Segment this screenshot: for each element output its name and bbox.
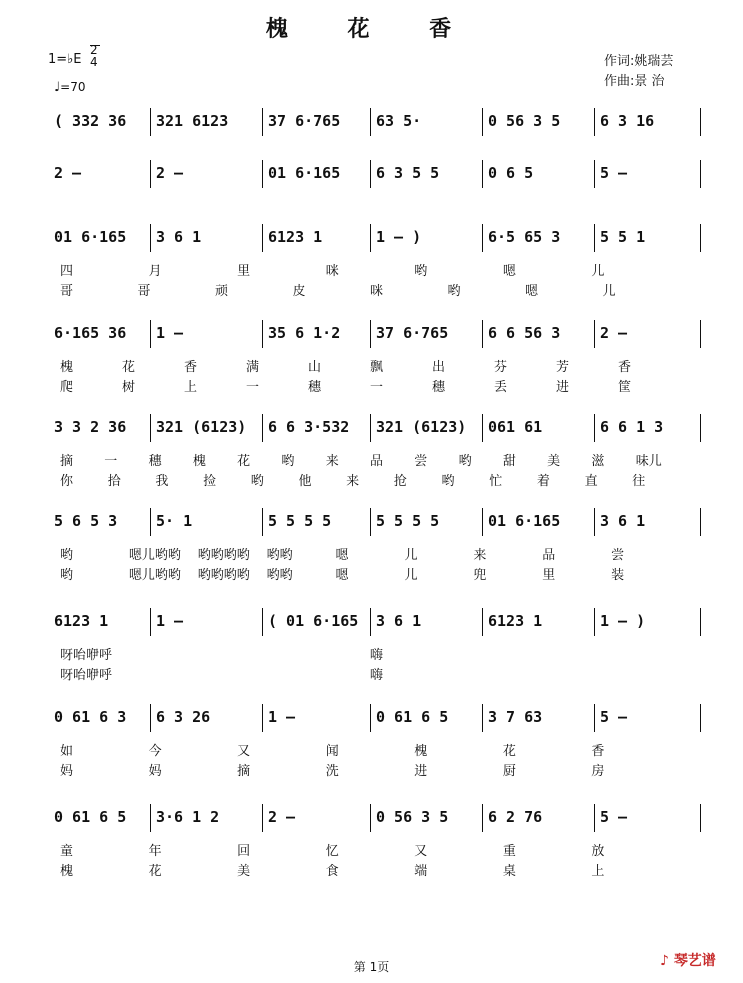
lyric-word: 哥: [137, 284, 151, 299]
song-title: 槐 花 香: [265, 16, 478, 42]
measure: [152, 610, 264, 634]
lyric-word: 哟: [250, 474, 264, 489]
lyric-word: 直: [584, 474, 598, 489]
measure: [372, 610, 484, 634]
lyric-word: 食: [325, 864, 339, 879]
measure-notes: 061 61: [488, 418, 543, 436]
measure-notes: 6 6 1 3: [600, 418, 664, 436]
measure: [264, 110, 372, 134]
lyric-word: 穗: [148, 454, 162, 469]
lyric-word: 花: [148, 864, 162, 879]
measure: [50, 162, 152, 186]
lyric-word: 抢: [393, 474, 407, 489]
barline: [594, 508, 595, 536]
measure: [484, 706, 596, 730]
barline: [150, 704, 151, 732]
notation-row: [0, 110, 743, 134]
measure-notes: 0 6 5: [488, 164, 534, 182]
barline: [370, 414, 371, 442]
lyric-word: 呀咍咿呼: [60, 668, 113, 683]
credits: [604, 52, 673, 92]
barline: [700, 160, 701, 188]
lyric-word: 品: [542, 548, 556, 563]
measure: [152, 510, 264, 534]
lyric-word: 年: [148, 844, 162, 859]
barline: [370, 320, 371, 348]
measure-notes: 3 6 1: [376, 612, 422, 630]
lyric-word: 哟哟: [266, 568, 293, 583]
measure-notes: 1 – ): [600, 612, 646, 630]
measure-notes: 2 –: [268, 808, 296, 826]
notation-row: [0, 226, 743, 250]
barline: [594, 224, 595, 252]
lyric-word: 进: [556, 380, 570, 395]
lyric-word: 桌: [502, 864, 516, 879]
barline: [150, 224, 151, 252]
measure-notes: 6 3 26: [156, 708, 211, 726]
site-logo: ♪ 琴艺谱: [660, 953, 716, 969]
lyric-word: 重: [502, 844, 516, 859]
measure: [152, 806, 264, 830]
lyric-word: 来: [346, 474, 360, 489]
measure-notes: 3 7 63: [488, 708, 543, 726]
barline: [700, 320, 701, 348]
barline: [700, 108, 701, 136]
lyric-word: 妈: [148, 764, 162, 779]
lyric-word: 放: [591, 844, 605, 859]
lyric-word: 厨: [502, 764, 516, 779]
lyric-word: 里: [542, 568, 556, 583]
measure: [596, 226, 702, 250]
barline: [482, 414, 483, 442]
lyric-word: 进: [414, 764, 428, 779]
measure: [152, 322, 264, 346]
barline: [262, 804, 263, 832]
barline: [594, 704, 595, 732]
composer: 作曲:景 治: [604, 74, 665, 89]
measure-notes: 01 6·165: [488, 512, 561, 530]
measure: [596, 110, 702, 134]
lyric-word: 摘: [60, 454, 74, 469]
barline: [482, 108, 483, 136]
lyric-word: 哥: [60, 284, 74, 299]
lyric-word: 月: [148, 264, 162, 279]
measure: [484, 806, 596, 830]
barline: [262, 414, 263, 442]
measure-notes: 6123 1: [268, 228, 323, 246]
lyric-word: 今: [148, 744, 162, 759]
lyric-word: 嗯: [525, 284, 539, 299]
measure-notes: 0 56 3 5: [376, 808, 449, 826]
measure: [484, 322, 596, 346]
measure-notes: 0 61 6 3: [54, 708, 127, 726]
barline: [482, 608, 483, 636]
measure: [50, 226, 152, 250]
lyric-word: 嗨: [370, 668, 384, 683]
lyric-word: 品: [370, 454, 384, 469]
measure-notes: 5 5 5 5: [376, 512, 440, 530]
meter-top: 2: [90, 43, 98, 57]
measure: [50, 610, 152, 634]
quarter-note-icon: ♩: [54, 80, 61, 95]
barline: [150, 160, 151, 188]
measure: [152, 162, 264, 186]
lyric-word: 嗯: [335, 568, 349, 583]
barline: [262, 108, 263, 136]
lyric-word: 嗯: [502, 264, 516, 279]
lyric-word: 嗯儿哟哟: [128, 548, 181, 563]
measure-notes: 5 5 1: [600, 228, 646, 246]
measure: [152, 110, 264, 134]
measure-notes: 0 61 6 5: [54, 808, 127, 826]
lyric-word: 又: [237, 744, 251, 759]
measure-notes: 321 (6123): [156, 418, 247, 436]
measure: [484, 510, 596, 534]
lyric-word: 哟: [414, 264, 428, 279]
barline: [150, 608, 151, 636]
lyric-word: 哟哟: [266, 548, 293, 563]
lyric-word: 爬: [60, 380, 74, 395]
measure-notes: 6 6 56 3: [488, 324, 561, 342]
measure: [264, 162, 372, 186]
lyricist: 作词:姚瑞芸: [604, 54, 674, 69]
barline: [262, 508, 263, 536]
lyric-word: 四: [60, 264, 74, 279]
measure-notes: 6 6 3·532: [268, 418, 350, 436]
barline: [594, 108, 595, 136]
barline: [594, 320, 595, 348]
lyric-word: 回: [237, 844, 251, 859]
measure-notes: 1 –: [156, 612, 184, 630]
measure: [50, 510, 152, 534]
barline: [700, 414, 701, 442]
barline: [150, 804, 151, 832]
measure: [264, 416, 372, 440]
measure: [50, 706, 152, 730]
measure: [264, 806, 372, 830]
lyric-word: 槐: [192, 454, 206, 469]
measure: [596, 706, 702, 730]
lyric-word: 上: [591, 864, 605, 879]
measure-notes: 5 –: [600, 164, 628, 182]
tempo-value: =70: [60, 80, 86, 94]
lyric-word: 装: [611, 568, 625, 583]
lyric-word: 穗: [308, 380, 322, 395]
measure-notes: 6123 1: [54, 612, 109, 630]
lyric-word: 花: [502, 744, 516, 759]
lyric-word: 哟: [441, 474, 455, 489]
measure: [484, 610, 596, 634]
barline: [370, 804, 371, 832]
key-signature: 1=♭E: [48, 52, 82, 67]
lyric-word: 往: [632, 474, 646, 489]
lyric-word: 花: [237, 454, 251, 469]
measure-notes: 3 6 1: [600, 512, 646, 530]
lyric-word: 美: [237, 864, 251, 879]
lyric-word: 嗯儿哟哟: [128, 568, 181, 583]
lyric-word: 甜: [502, 454, 516, 469]
lyric-word: 上: [184, 380, 198, 395]
barline: [482, 320, 483, 348]
measure-notes: 3 3 2 36: [54, 418, 127, 436]
measure-notes: 2 –: [54, 164, 82, 182]
lyric-word: 一: [104, 454, 118, 469]
barline: [700, 804, 701, 832]
barline: [370, 224, 371, 252]
measure: [152, 226, 264, 250]
barline: [262, 320, 263, 348]
lyric-word: 芳: [556, 360, 570, 375]
lyric-word: 来: [473, 548, 487, 563]
barline: [262, 704, 263, 732]
measure-notes: 5 6 5 3: [54, 512, 118, 530]
barline: [370, 608, 371, 636]
lyric-word: 哟: [281, 454, 295, 469]
measure: [152, 706, 264, 730]
measure: [264, 610, 372, 634]
lyric-word: 拾: [107, 474, 121, 489]
measure: [596, 510, 702, 534]
time-signature: [90, 44, 98, 68]
barline: [594, 160, 595, 188]
measure-notes: 0 61 6 5: [376, 708, 449, 726]
notation-row: [0, 162, 743, 186]
lyric-word: 你: [60, 474, 74, 489]
lyric-word: 童: [60, 844, 74, 859]
measure-notes: 321 6123: [156, 112, 229, 130]
notation-row: [0, 610, 743, 634]
measure-notes: 1 –: [156, 324, 184, 342]
measure-notes: 6123 1: [488, 612, 543, 630]
lyric-word: 飘: [370, 360, 384, 375]
lyric-word: 哟哟哟哟: [197, 568, 250, 583]
lyric-word: 儿: [404, 568, 418, 583]
lyric-word: 如: [60, 744, 74, 759]
measure: [50, 416, 152, 440]
measure: [372, 110, 484, 134]
lyric-word: 槐: [60, 864, 74, 879]
measure-notes: 37 6·765: [376, 324, 449, 342]
measure: [372, 322, 484, 346]
measure-notes: 6·5 65 3: [488, 228, 561, 246]
lyric-word: 尝: [414, 454, 428, 469]
lyric-word: 满: [246, 360, 260, 375]
measure: [596, 322, 702, 346]
measure-notes: 0 56 3 5: [488, 112, 561, 130]
notation-row: [0, 510, 743, 534]
measure-notes: 6 3 16: [600, 112, 655, 130]
measure-notes: 6·165 36: [54, 324, 127, 342]
measure-notes: 5 5 5 5: [268, 512, 332, 530]
lyric-word: 树: [122, 380, 136, 395]
measure: [264, 226, 372, 250]
lyric-word: 花: [122, 360, 136, 375]
measure-notes: 2 –: [156, 164, 184, 182]
measure: [50, 110, 152, 134]
lyric-word: 尝: [611, 548, 625, 563]
measure-notes: 01 6·165: [54, 228, 127, 246]
lyric-word: 穗: [432, 380, 446, 395]
barline: [700, 224, 701, 252]
lyric-word: 槐: [60, 360, 74, 375]
barline: [594, 414, 595, 442]
measure: [596, 162, 702, 186]
lyric-word: 哟: [60, 548, 74, 563]
lyric-word: 美: [547, 454, 561, 469]
measure-notes: 5· 1: [156, 512, 193, 530]
barline: [370, 508, 371, 536]
lyric-word: 忆: [325, 844, 339, 859]
lyric-word: 端: [414, 864, 428, 879]
measure: [264, 510, 372, 534]
lyric-word: 香: [591, 744, 605, 759]
barline: [700, 508, 701, 536]
lyric-word: 滋: [591, 454, 605, 469]
lyric-word: 嗨: [370, 648, 384, 663]
measure-notes: 1 – ): [376, 228, 422, 246]
measure: [372, 416, 484, 440]
barline: [150, 414, 151, 442]
lyric-word: 儿: [591, 264, 605, 279]
lyric-word: 香: [184, 360, 198, 375]
barline: [482, 704, 483, 732]
lyric-word: 味儿: [635, 454, 662, 469]
measure: [372, 706, 484, 730]
lyric-word: 丢: [494, 380, 508, 395]
lyric-word: 芬: [494, 360, 508, 375]
measure: [50, 806, 152, 830]
lyric-word: 皮: [292, 284, 306, 299]
measure-notes: 1 –: [268, 708, 296, 726]
barline: [370, 160, 371, 188]
lyric-word: 又: [414, 844, 428, 859]
measure-notes: 5 –: [600, 708, 628, 726]
measure-notes: 3·6 1 2: [156, 808, 220, 826]
barline: [150, 108, 151, 136]
lyric-word: 哟哟哟哟: [197, 548, 250, 563]
lyric-word: 一: [370, 380, 384, 395]
barline: [150, 508, 151, 536]
lyric-word: 着: [536, 474, 550, 489]
measure-notes: 5 –: [600, 808, 628, 826]
lyric-word: 儿: [404, 548, 418, 563]
barline: [150, 320, 151, 348]
barline: [482, 160, 483, 188]
measure: [484, 110, 596, 134]
notation-row: [0, 322, 743, 346]
measure-notes: 6 3 5 5: [376, 164, 440, 182]
barline: [262, 160, 263, 188]
lyric-word: 兜: [473, 568, 487, 583]
lyric-word: 捡: [203, 474, 217, 489]
lyric-word: 咪: [370, 284, 384, 299]
measure-notes: 01 6·165: [268, 164, 341, 182]
barline: [370, 704, 371, 732]
barline: [594, 608, 595, 636]
notation-row: [0, 706, 743, 730]
lyric-word: 他: [298, 474, 312, 489]
lyric-word: 里: [237, 264, 251, 279]
lyric-word: 山: [308, 360, 322, 375]
measure: [596, 610, 702, 634]
lyric-word: 筐: [618, 380, 632, 395]
lyric-word: 儿: [602, 284, 616, 299]
barline: [700, 608, 701, 636]
lyric-word: 来: [325, 454, 339, 469]
measure-notes: ( 332 36: [54, 112, 127, 130]
lyric-word: 槐: [414, 744, 428, 759]
barline: [482, 224, 483, 252]
measure-notes: 37 6·765: [268, 112, 341, 130]
logo-icon: ♪: [660, 953, 669, 969]
barline: [482, 804, 483, 832]
lyric-word: 哟: [60, 568, 74, 583]
lyric-word: 摘: [237, 764, 251, 779]
measure-notes: 321 (6123): [376, 418, 467, 436]
lyric-word: 香: [618, 360, 632, 375]
tempo-marking: [54, 80, 85, 95]
barline: [370, 108, 371, 136]
measure: [372, 510, 484, 534]
measure: [596, 416, 702, 440]
barline: [594, 804, 595, 832]
measure: [50, 322, 152, 346]
barline: [482, 508, 483, 536]
lyric-word: 我: [155, 474, 169, 489]
lyric-word: 哟: [447, 284, 461, 299]
measure: [484, 226, 596, 250]
measure: [264, 322, 372, 346]
lyric-word: 妈: [60, 764, 74, 779]
measure-notes: 63 5·: [376, 112, 422, 130]
barline: [700, 704, 701, 732]
lyric-word: 洗: [325, 764, 339, 779]
notation-row: [0, 416, 743, 440]
measure: [152, 416, 264, 440]
measure: [372, 806, 484, 830]
measure: [484, 416, 596, 440]
notation-row: [0, 806, 743, 830]
lyric-word: 嗯: [335, 548, 349, 563]
measure: [484, 162, 596, 186]
lyric-word: 哟: [458, 454, 472, 469]
lyric-word: 房: [591, 764, 605, 779]
lyric-word: 呀咍咿呼: [60, 648, 113, 663]
lyric-word: 一: [246, 380, 260, 395]
lyric-word: 咪: [325, 264, 339, 279]
measure-notes: 6 2 76: [488, 808, 543, 826]
measure-notes: 35 6 1·2: [268, 324, 341, 342]
lyric-word: 出: [432, 360, 446, 375]
barline: [262, 608, 263, 636]
measure: [372, 162, 484, 186]
barline: [262, 224, 263, 252]
measure-notes: 2 –: [600, 324, 628, 342]
measure: [372, 226, 484, 250]
page-number: 第 1页: [353, 960, 390, 974]
lyric-word: 顽: [215, 284, 229, 299]
measure-notes: 3 6 1: [156, 228, 202, 246]
lyric-word: 忙: [489, 474, 503, 489]
lyric-word: 闻: [325, 744, 339, 759]
meter-bottom: 4: [90, 55, 98, 69]
measure: [264, 706, 372, 730]
measure: [596, 806, 702, 830]
measure-notes: ( 01 6·165: [268, 612, 359, 630]
